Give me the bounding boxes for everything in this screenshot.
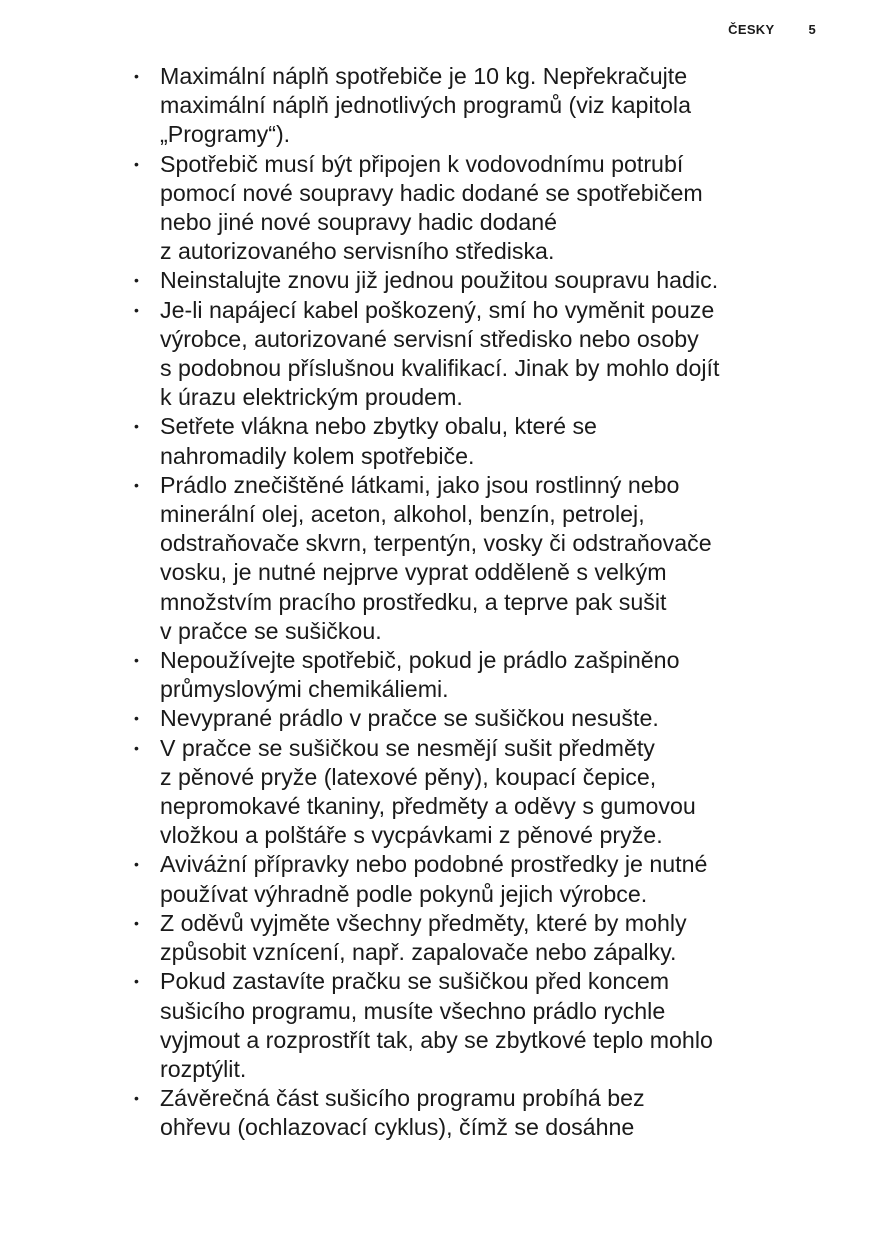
bullet-list: [132, 62, 832, 1143]
bullet-icon: •: [134, 856, 139, 873]
list-item: [132, 471, 832, 646]
text-line: způsobit vznícení, např. zapalovače nebo zápalky.: [160, 939, 677, 966]
bullet-icon: •: [134, 710, 139, 727]
text-line: Je-li napájecí kabel poškozený, smí ho vyměnit pouze: [160, 296, 715, 323]
text-line: Maximální náplň spotřebiče je 10 kg. Nepřekračujte: [160, 63, 688, 89]
text-line: V pračce se sušičkou se nesmějí sušit předměty: [160, 734, 655, 761]
bullet-icon: •: [134, 155, 139, 172]
list-item: [132, 1084, 832, 1142]
text-line: z pěnové pryže (latexové pěny), koupací čepice,: [160, 763, 657, 790]
page-number: 5: [808, 22, 816, 37]
text-line: z autorizovaného servisního střediska.: [160, 238, 555, 265]
list-item: [132, 62, 832, 150]
list-item-text: [160, 62, 832, 150]
list-item-text: [160, 471, 832, 646]
list-item-text: [160, 296, 832, 413]
text-line: rozptýlit.: [160, 1055, 247, 1082]
text-line: Nevyprané prádlo v pračce se sušičkou nesušte.: [160, 705, 659, 732]
bullet-icon: •: [134, 68, 139, 84]
list-item-text: [160, 412, 832, 470]
list-item-text: [160, 150, 832, 267]
language-label: ČESKY: [728, 22, 775, 37]
text-line: s podobnou příslušnou kvalifikací. Jinak by mohlo dojít: [160, 355, 720, 382]
text-line: ohřevu (ochlazovací cyklus), čímž se dosáhne: [160, 1114, 635, 1141]
text-line: k úrazu elektrickým proudem.: [160, 384, 463, 411]
text-line: Pokud zastavíte pračku se sušičkou před koncem: [160, 968, 670, 995]
text-line: nebo jiné nové soupravy hadic dodané: [160, 209, 558, 236]
text-line: vosku, je nutné nejprve vyprat odděleně s velkým: [160, 559, 667, 586]
text-line: nepromokavé tkaniny, předměty a oděvy s gumovou: [160, 793, 696, 820]
text-line: minerální olej, aceton, alkohol, benzín, petrolej,: [160, 501, 645, 528]
list-item-text: [160, 646, 832, 704]
list-item-text: [160, 967, 832, 1084]
text-line: vyjmout a rozprostřít tak, aby se zbytkové teplo mohlo: [160, 1026, 713, 1053]
bullet-icon: •: [134, 914, 139, 931]
text-line: Nepoužívejte spotřebič, pokud je prádlo zašpiněno: [160, 647, 680, 674]
text-line: odstraňovače skvrn, terpentýn, vosky či odstraňovače: [160, 530, 712, 557]
page-header: [728, 22, 816, 37]
list-item: [132, 704, 832, 733]
text-line: průmyslovými chemikáliemi.: [160, 676, 449, 703]
text-line: nahromadily kolem spotřebiče.: [160, 442, 475, 469]
text-line: v pračce se sušičkou.: [160, 617, 382, 644]
list-item-text: [160, 909, 832, 967]
bullet-icon: •: [134, 418, 139, 435]
bullet-icon: •: [134, 1090, 139, 1107]
list-item-text: [160, 266, 832, 295]
list-item: [132, 967, 832, 1084]
list-item: [132, 150, 832, 267]
text-line: Aviváżní přípravky nebo podobné prostředky je nutné: [160, 851, 708, 878]
text-line: maximální náplň jednotlivých programů (viz kapitola: [160, 92, 691, 119]
text-line: Závěrečná část sušicího programu probíhá bez: [160, 1085, 645, 1112]
list-item-text: [160, 734, 832, 851]
bullet-icon: •: [134, 652, 139, 669]
bullet-icon: •: [134, 973, 139, 990]
text-line: Z oděvů vyjměte všechny předměty, které by mohly: [160, 909, 687, 936]
list-item: [132, 646, 832, 704]
list-item-text: [160, 1084, 832, 1142]
list-item: [132, 909, 832, 967]
bullet-icon: •: [134, 476, 139, 493]
text-line: vložkou a polštáře s vycpávkami z pěnové pryže.: [160, 822, 663, 849]
text-line: Neinstalujte znovu již jednou použitou soupravu hadic.: [160, 267, 719, 294]
text-line: pomocí nové soupravy hadic dodané se spotřebičem: [160, 179, 703, 206]
text-line: používat výhradně podle pokynů jejich výrobce.: [160, 880, 648, 907]
list-item: [132, 850, 832, 908]
text-line: množstvím pracího prostředku, a teprve pak sušit: [160, 588, 667, 615]
bullet-icon: •: [134, 272, 139, 289]
list-item-text: [160, 704, 832, 733]
bullet-icon: •: [134, 739, 139, 756]
text-line: výrobce, autorizované servisní středisko nebo osoby: [160, 325, 699, 352]
list-item: [132, 296, 832, 413]
list-item-text: [160, 850, 832, 908]
list-item: [132, 734, 832, 851]
text-line: Spotřebič musí být připojen k vodovodnímu potrubí: [160, 150, 684, 177]
text-line: sušicího programu, musíte všechno prádlo rychle: [160, 997, 666, 1024]
bullet-icon: •: [134, 301, 139, 318]
list-item: [132, 266, 832, 295]
text-line: Prádlo znečištěné látkami, jako jsou rostlinný nebo: [160, 471, 680, 498]
text-line: „Programy“).: [160, 121, 291, 148]
list-item: [132, 412, 832, 470]
text-line: Setřete vlákna nebo zbytky obalu, které se: [160, 413, 597, 440]
